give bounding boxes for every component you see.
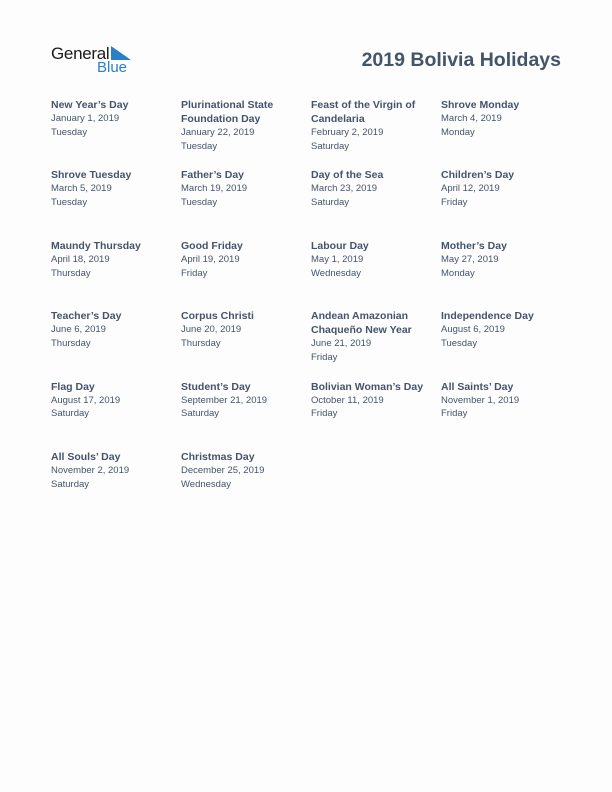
holiday-weekday: Saturday <box>311 140 350 152</box>
holiday-weekday: Saturday <box>311 197 350 209</box>
holiday-weekday: Wednesday <box>181 478 231 490</box>
holiday-date: August 17, 2019 <box>51 394 121 406</box>
holiday-weekday: Tuesday <box>181 197 218 209</box>
holiday-entry <box>441 380 571 450</box>
holiday-name: Mother’s Day <box>441 239 507 252</box>
holiday-grid <box>51 98 571 520</box>
holiday-weekday: Wednesday <box>311 267 361 279</box>
holiday-name: All Souls’ Day <box>51 450 121 463</box>
holiday-date: January 22, 2019 <box>181 127 255 138</box>
holiday-date: November 2, 2019 <box>51 464 130 476</box>
holiday-date: May 1, 2019 <box>311 253 364 265</box>
holiday-entry <box>181 450 311 520</box>
holiday-weekday: Friday <box>181 267 208 279</box>
holiday-name: New Year’s Day <box>51 99 129 111</box>
holiday-entry <box>441 239 571 309</box>
holiday-entry <box>311 380 441 450</box>
holiday-date: August 6, 2019 <box>441 324 505 336</box>
holiday-name: Teacher’s Day <box>51 310 122 323</box>
holiday-entry <box>311 98 441 168</box>
holiday-entry <box>441 168 571 238</box>
holiday-entry <box>51 168 181 238</box>
holiday-date: March 5, 2019 <box>51 183 112 195</box>
holiday-name: All Saints’ Day <box>441 380 514 393</box>
holiday-entry <box>181 239 311 309</box>
holiday-entry <box>51 239 181 309</box>
holiday-entry <box>181 168 311 238</box>
holiday-entry <box>441 309 571 379</box>
holiday-name: Father’s Day <box>181 169 245 182</box>
holiday-weekday: Friday <box>311 408 338 420</box>
holiday-name: Student’s Day <box>181 380 251 393</box>
holiday-date: June 6, 2019 <box>51 324 106 336</box>
holiday-weekday: Friday <box>441 408 468 420</box>
holiday-entry <box>181 98 311 168</box>
holiday-entry <box>311 168 441 238</box>
holiday-weekday: Thursday <box>181 337 221 349</box>
page-title: 2019 Bolivia Holidays <box>361 49 561 71</box>
holiday-weekday: Tuesday <box>441 337 478 349</box>
holiday-weekday: Saturday <box>51 408 90 420</box>
holiday-entry <box>181 380 311 450</box>
holiday-entry <box>51 380 181 450</box>
holiday-weekday: Tuesday <box>51 126 88 138</box>
holiday-date: October 11, 2019 <box>311 394 384 406</box>
holiday-entry <box>311 239 441 309</box>
brand-logo <box>51 44 141 78</box>
holiday-date: June 20, 2019 <box>181 324 242 336</box>
holiday-date: March 19, 2019 <box>181 183 248 195</box>
holiday-date: April 18, 2019 <box>51 253 110 265</box>
holiday-name: Good Friday <box>181 239 243 252</box>
holiday-name: Plurinational State Foundation Day <box>181 99 274 125</box>
holiday-weekday: Saturday <box>181 408 220 420</box>
holiday-date: March 23, 2019 <box>311 183 378 195</box>
holiday-date: November 1, 2019 <box>441 394 520 406</box>
holiday-entry <box>51 450 181 520</box>
logo-text-general: General <box>51 44 110 63</box>
holiday-weekday: Friday <box>311 351 338 363</box>
holiday-entry <box>181 309 311 379</box>
holiday-weekday: Monday <box>441 267 475 279</box>
holiday-weekday: Monday <box>441 126 475 138</box>
holiday-entry <box>51 98 181 168</box>
holiday-name: Labour Day <box>311 239 369 252</box>
holiday-name: Bolivian Woman’s Day <box>311 380 424 393</box>
holiday-entry <box>311 309 441 379</box>
holiday-weekday: Thursday <box>51 267 91 279</box>
holiday-date: April 19, 2019 <box>181 253 240 265</box>
holiday-name: Flag Day <box>51 380 95 393</box>
flag-icon <box>111 46 131 60</box>
holiday-name: Shrove Monday <box>441 99 520 111</box>
logo-text-blue: Blue <box>97 59 128 76</box>
holiday-date: May 27, 2019 <box>441 253 499 265</box>
holiday-name: Independence Day <box>441 310 534 323</box>
holiday-date: February 2, 2019 <box>311 127 384 138</box>
holiday-entry <box>441 98 571 168</box>
holiday-name: Feast of the Virgin of Candelaria <box>311 99 416 125</box>
holiday-date: April 12, 2019 <box>441 183 500 195</box>
holiday-weekday: Saturday <box>51 478 90 490</box>
holiday-weekday: Thursday <box>51 337 91 349</box>
holiday-date: March 4, 2019 <box>441 113 502 124</box>
holiday-date: December 25, 2019 <box>181 464 265 476</box>
holiday-name: Corpus Christi <box>181 310 254 323</box>
holiday-name: Day of the Sea <box>311 169 384 182</box>
holiday-weekday: Tuesday <box>181 140 218 152</box>
holiday-weekday: Friday <box>441 197 468 209</box>
holiday-date: September 21, 2019 <box>181 394 268 406</box>
holiday-name: Children’s Day <box>441 169 515 182</box>
holiday-entry <box>51 309 181 379</box>
holiday-name: Christmas Day <box>181 450 255 463</box>
holiday-name: Maundy Thursday <box>51 239 141 252</box>
holiday-date: January 1, 2019 <box>51 113 120 124</box>
holiday-weekday: Tuesday <box>51 197 88 209</box>
holiday-date: June 21, 2019 <box>311 338 372 350</box>
holiday-name: Andean Amazonian Chaqueño New Year <box>311 310 412 337</box>
holiday-name: Shrove Tuesday <box>51 169 132 182</box>
